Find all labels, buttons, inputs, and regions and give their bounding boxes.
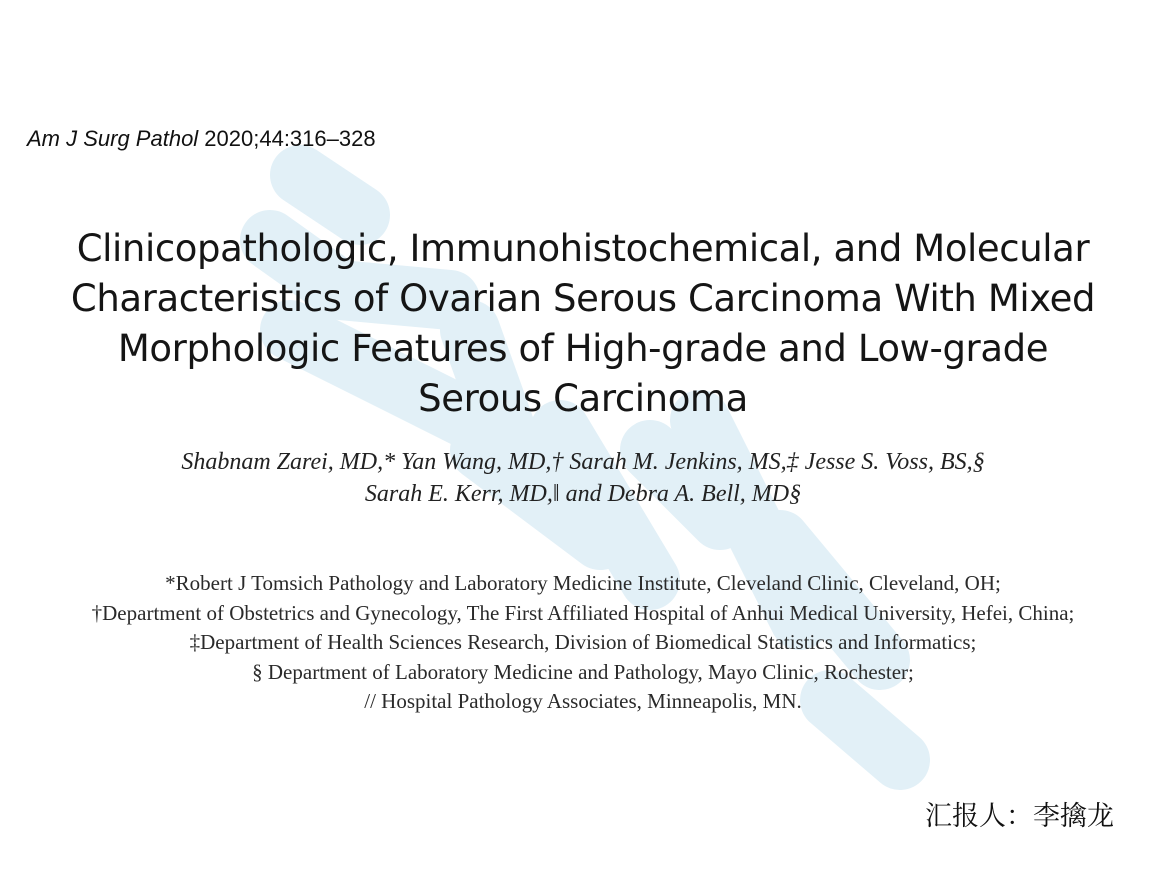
paper-title [0, 224, 1166, 424]
title-line: Characteristics of Ovarian Serous Carcinoma With Mixed [70, 277, 1096, 320]
journal-reference: 2020;44:316–328 [198, 126, 376, 151]
author-list [0, 446, 1166, 510]
affiliation-line: § Department of Laboratory Medicine and Pathology, Mayo Clinic, Rochester; [252, 659, 914, 684]
author-line: Shabnam Zarei, MD,* Yan Wang, MD,† Sarah M. Jenkins, MS,‡ Jesse S. Voss, BS,§ [181, 449, 985, 475]
title-line: Serous Carcinoma [418, 377, 748, 420]
affiliation-line: *Robert J Tomsich Pathology and Laboratory Medicine Institute, Cleveland Clinic, Cleveland, OH; [165, 571, 1001, 595]
journal-name: Am J Surg Pathol [27, 126, 199, 151]
title-line: Clinicopathologic, Immunohistochemical, and Molecular [76, 227, 1090, 270]
affiliation-list [0, 569, 1166, 717]
affiliation-line: †Department of Obstetrics and Gynecology, The First Affiliated Hospital of Anhui Medical University, Hefei, China; [91, 600, 1075, 625]
affiliation-line: ‡Department of Health Sciences Research, Division of Biomedical Statistics and Informatics; [189, 630, 977, 654]
affiliation-line: // Hospital Pathology Associates, Minneapolis, MN. [364, 689, 802, 713]
presenter-label: 汇报人：李擒龙 [925, 801, 1114, 832]
author-line: Sarah E. Kerr, MD,‖ and Debra A. Bell, MD§ [364, 481, 802, 507]
title-line: Morphologic Features of High-grade and Low-grade [117, 327, 1049, 370]
journal-citation [27, 123, 376, 155]
